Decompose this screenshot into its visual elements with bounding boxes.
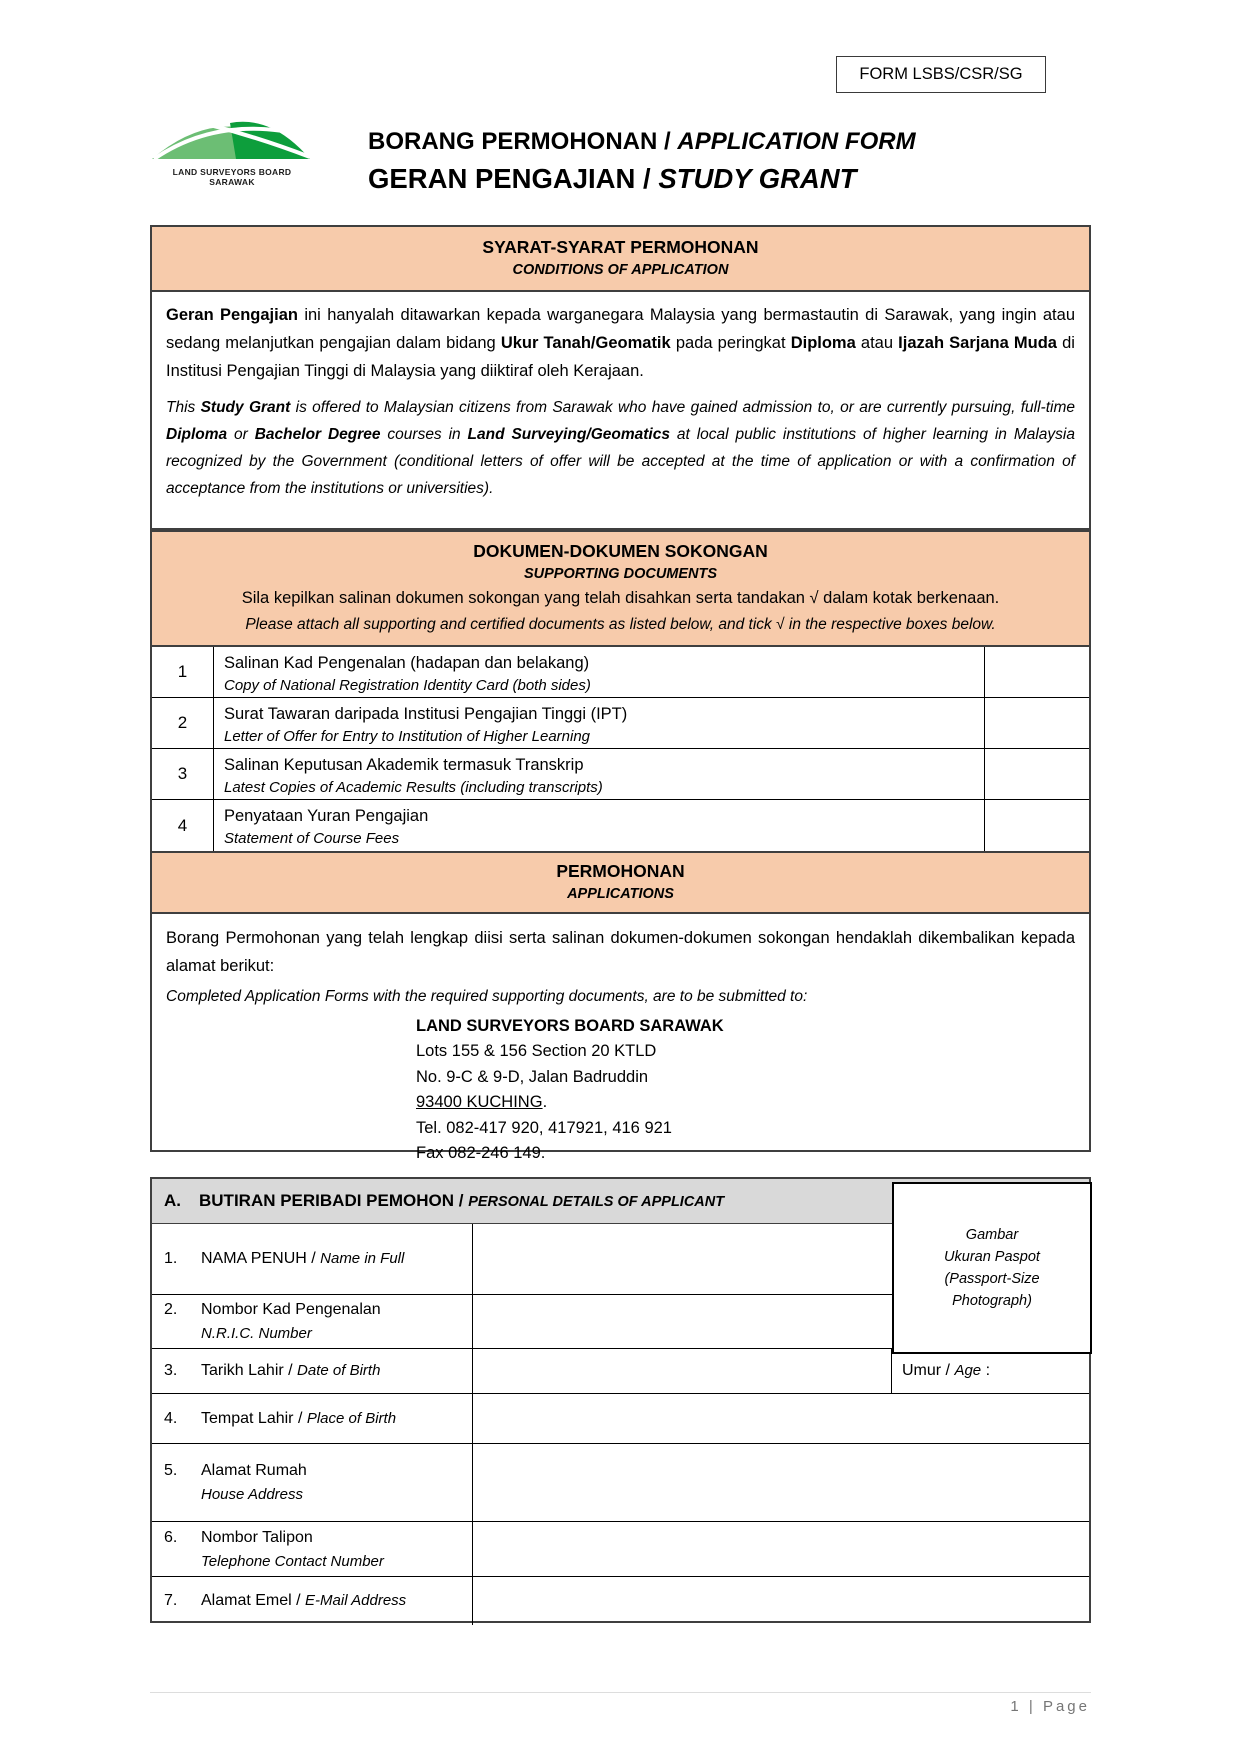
- field-sublabel: House Address: [201, 1486, 303, 1503]
- document-title-en: Statement of Course Fees: [224, 830, 400, 847]
- document-row-2: [152, 698, 1089, 749]
- conditions-paragraph-en: This Study Grant is offered to Malaysian citizens from Sarawak who have gained admission to, or are currently pursuing, full-time Diploma or Bachelor Degree courses in Land Surveying/Geomatics at local public institutions of higher learning in Malaysia recognized by the Government (conditional letters of offer will be accepted at the time of application or with a confirmation of acceptance from the institutions or universities).: [166, 399, 1075, 497]
- footer-divider: [150, 1692, 1091, 1693]
- field-number: 6.: [164, 1528, 178, 1546]
- document-title-ms: Penyataan Yuran Pengajian: [224, 807, 429, 825]
- document-title-en: Copy of National Registration Identity Card (both sides): [224, 676, 591, 694]
- document-description: [214, 800, 985, 851]
- conditions-paragraph-ms: Geran Pengajian ini hanyalah ditawarkan kepada warganegara Malaysia yang bermastautin di Sarawak, yang ingin atau sedang melanjutkan pengajian dalam bidang Ukur Tanah/Geomatik pada peringkat Diploma atau Ijazah Sarjana Muda di Institusi Pengajian Tinggi di Malaysia yang diiktiraf oleh Kerajaan.: [166, 306, 1075, 380]
- conditions-body: [152, 292, 1089, 502]
- field-row-date-of-birth: [152, 1349, 1089, 1394]
- input-telephone[interactable]: [472, 1522, 1089, 1576]
- field-label-email: [152, 1577, 472, 1625]
- document-title-en: Letter of Offer for Entry to Institution of Higher Learning: [224, 727, 591, 745]
- address-telephone: Tel. 082-417 920, 417921, 416 921: [416, 1118, 672, 1137]
- form-title: [368, 128, 916, 195]
- logo: [150, 110, 314, 187]
- address-org-name: LAND SURVEYORS BOARD SARAWAK: [416, 1017, 724, 1035]
- field-label-text: Tarikh Lahir / Date of Birth: [201, 1362, 381, 1379]
- tick-box-doc-2[interactable]: [985, 698, 1089, 748]
- address-line: Lots 155 & 156 Section 20 KTLD: [416, 1042, 657, 1060]
- document-row-4: [152, 800, 1089, 851]
- photo-box-line: Ukuran Paspot: [944, 1249, 1040, 1265]
- address-fax: Fax 082-246 149.: [416, 1144, 546, 1162]
- document-number: 2: [152, 698, 214, 748]
- form-title-line1: BORANG PERMOHONAN / APPLICATION FORM: [368, 128, 916, 155]
- documents-note-en: Please attach all supporting and certified documents as listed below, and tick √ in the respective boxes below.: [245, 616, 996, 633]
- applications-paragraph-en: Completed Application Forms with the required supporting documents, are to be submitted to:: [166, 988, 808, 1005]
- document-number: 1: [152, 647, 214, 697]
- page-number: 1 | Page: [1010, 1698, 1090, 1715]
- documents-note-ms: Sila kepilkan salinan dokumen sokongan yang telah disahkan serta tandakan √ dalam kotak berkenaan.: [241, 589, 1000, 607]
- field-row-place-of-birth: [152, 1394, 1089, 1444]
- document-description: [214, 698, 985, 748]
- document-description: [214, 749, 985, 799]
- document-title-ms: Salinan Keputusan Akademik termasuk Transkrip: [224, 755, 584, 774]
- field-number: 4.: [164, 1409, 178, 1427]
- applications-heading-ms: PERMOHONAN: [556, 861, 685, 881]
- field-number: 3.: [164, 1362, 178, 1379]
- field-label-text: Tempat Lahir / Place of Birth: [201, 1409, 397, 1427]
- field-row-house-address: [152, 1444, 1089, 1522]
- submission-address: [416, 1013, 1075, 1167]
- document-title-ms: Salinan Kad Pengenalan (hadapan dan belakang): [224, 653, 590, 672]
- field-number: 1.: [164, 1250, 178, 1267]
- document-row-3: [152, 749, 1089, 800]
- applications-header-band: [152, 851, 1089, 914]
- form-code-box: [836, 56, 1046, 93]
- documents-heading-en: SUPPORTING DOCUMENTS: [523, 566, 718, 582]
- document-number: 4: [152, 800, 214, 851]
- form-code-text: FORM LSBS/CSR/SG: [859, 65, 1023, 83]
- field-label-text: Nombor Talipon: [201, 1528, 313, 1546]
- address-line: No. 9-C & 9-D, Jalan Badruddin: [416, 1067, 649, 1086]
- field-number: 2.: [164, 1301, 178, 1318]
- field-label-telephone: [152, 1522, 472, 1576]
- field-label-text: NAMA PENUH / Name in Full: [201, 1250, 405, 1267]
- section-letter: A.: [164, 1191, 181, 1210]
- conditions-heading-ms: SYARAT-SYARAT PERMOHONAN: [482, 237, 759, 257]
- field-label-full-name: [152, 1224, 472, 1294]
- documents-header-band: [152, 532, 1089, 647]
- document-row-1: [152, 647, 1089, 698]
- photo-box-line: (Passport-Size: [944, 1271, 1040, 1287]
- personal-details-section: [150, 1177, 1091, 1623]
- input-house-address[interactable]: [472, 1444, 1089, 1521]
- field-label-text: Nombor Kad Pengenalan: [201, 1301, 381, 1318]
- input-email[interactable]: [472, 1577, 1089, 1625]
- tick-box-doc-1[interactable]: [985, 647, 1089, 697]
- conditions-header-band: [152, 227, 1089, 292]
- field-label-house-address: [152, 1444, 472, 1521]
- passport-photo-box[interactable]: [892, 1182, 1092, 1354]
- field-row-email: [152, 1577, 1089, 1625]
- lsbs-logo-icon: [150, 110, 312, 160]
- age-label: Umur / Age :: [902, 1362, 991, 1379]
- tick-box-doc-3[interactable]: [985, 749, 1089, 799]
- field-sublabel: Telephone Contact Number: [201, 1552, 384, 1570]
- field-row-telephone: [152, 1522, 1089, 1577]
- applications-body: [152, 914, 1089, 1167]
- form-title-line2: GERAN PENGAJIAN / STUDY GRANT: [368, 163, 857, 194]
- input-date-of-birth[interactable]: [472, 1349, 891, 1393]
- field-label-place-of-birth: [152, 1394, 472, 1443]
- photo-box-line: Photograph): [952, 1293, 1032, 1309]
- document-title-ms: Surat Tawaran daripada Institusi Pengajian Tinggi (IPT): [224, 704, 628, 723]
- field-label-nric: [152, 1295, 472, 1348]
- logo-caption: LAND SURVEYORS BOARD SARAWAK: [172, 167, 292, 187]
- address-line: 93400 KUCHING.: [416, 1093, 548, 1111]
- applications-heading-en: APPLICATIONS: [567, 886, 674, 902]
- applications-paragraph-ms: Borang Permohonan yang telah lengkap diisi serta salinan dokumen-dokumen sokongan hendaklah dikembalikan kepada alamat berikut:: [166, 929, 1075, 975]
- field-label-text: Alamat Emel / E-Mail Address: [201, 1592, 407, 1609]
- field-number: 5.: [164, 1462, 178, 1479]
- photo-box-line: Gambar: [965, 1227, 1019, 1243]
- documents-heading-ms: DOKUMEN-DOKUMEN SOKONGAN: [473, 541, 768, 561]
- document-number: 3: [152, 749, 214, 799]
- document-description: [214, 647, 985, 697]
- field-sublabel: N.R.I.C. Number: [201, 1325, 312, 1342]
- document-title-en: Latest Copies of Academic Results (including transcripts): [224, 778, 603, 796]
- conditions-heading-en: CONDITIONS OF APPLICATION: [512, 262, 729, 278]
- supporting-documents-section: [150, 530, 1091, 1162]
- conditions-section: [150, 225, 1091, 530]
- input-age[interactable]: [891, 1349, 1089, 1393]
- input-place-of-birth[interactable]: [472, 1394, 1089, 1443]
- section-heading: BUTIRAN PERIBADI PEMOHON / PERSONAL DETAILS OF APPLICANT: [199, 1191, 725, 1210]
- tick-box-doc-4[interactable]: [985, 800, 1089, 851]
- field-label-text: Alamat Rumah: [201, 1462, 307, 1479]
- field-number: 7.: [164, 1592, 178, 1609]
- field-label-date-of-birth: [152, 1349, 472, 1393]
